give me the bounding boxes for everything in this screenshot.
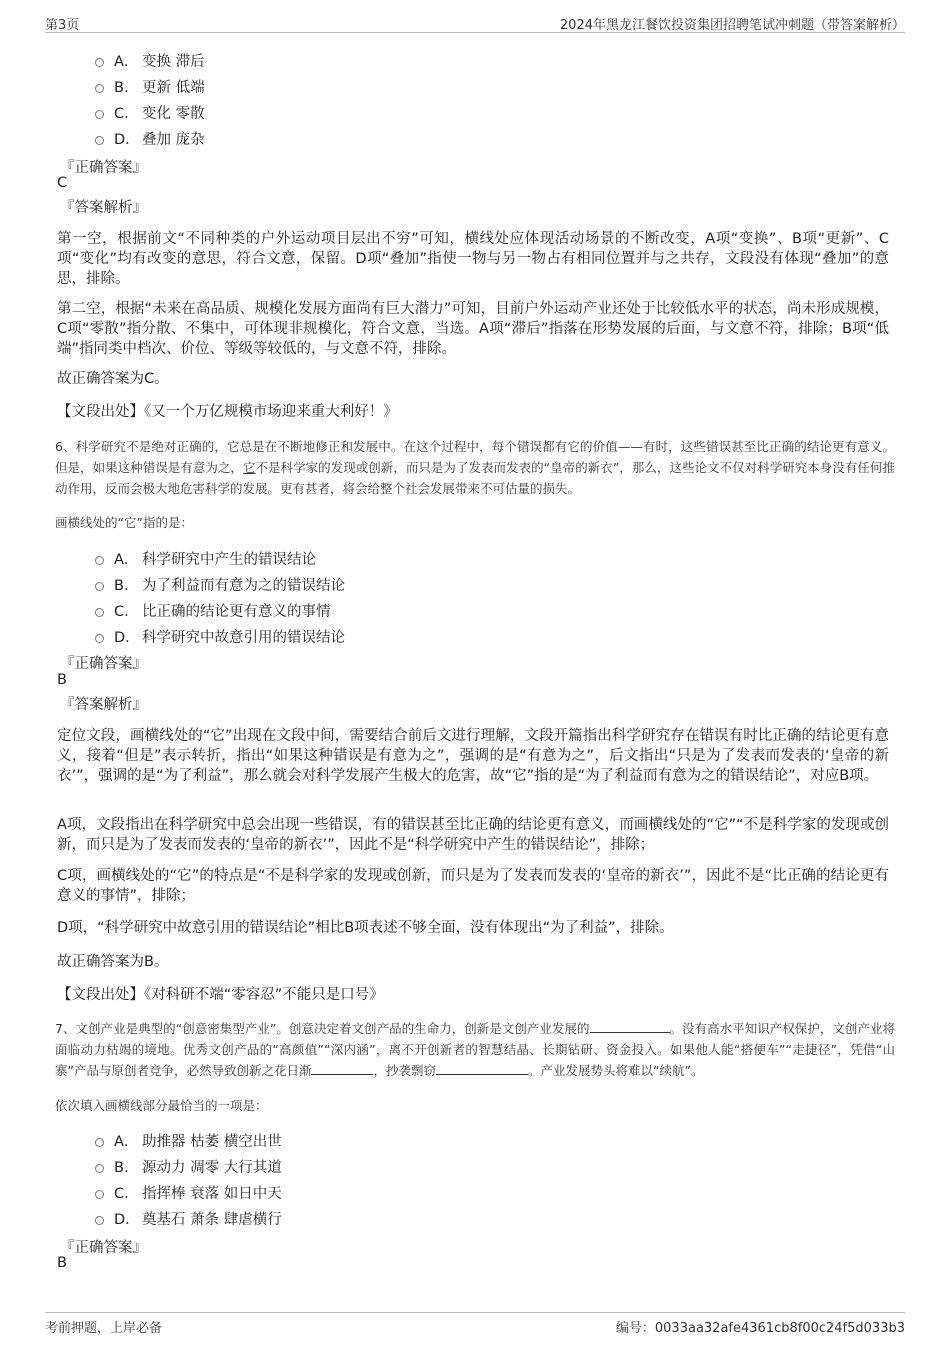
q5-analysis-p1: 第一空，根据前文“不同种类的户外运动项目层出不穷”可知，横线处应体现活动场景的不断改变，A项“变换”、B项“更新”、C项“变化”均有改变的意思，符合文意，保留。D项“叠加”指使一物与另一物占有相同位置并与之共存，文段没有体现“叠加”的意思，排除。 bbox=[57, 231, 889, 287]
q6-analysis-label: 『答案解析』 bbox=[60, 697, 147, 713]
q7-answer: B bbox=[57, 1255, 67, 1271]
radio-icon[interactable] bbox=[95, 556, 104, 565]
blank-2 bbox=[311, 1062, 373, 1075]
page-header bbox=[45, 12, 905, 33]
q7-option-b[interactable]: B． 源动力 凋零 大行其道 bbox=[95, 1156, 282, 1176]
radio-icon[interactable] bbox=[95, 634, 104, 643]
document-title: 2024年黑龙江餐饮投资集团招聘笔试冲刺题（带答案解析） bbox=[559, 18, 905, 33]
q6-analysis-p1: 定位文段，画横线处的“它”出现在文段中间，需要结合前后文进行理解，文段开篇指出科学研究存在错误有时比正确的结论更有意义，接着“但是”表示转折，指出“如果这种错误是有意为之”，强调的是“有意为之”，后文指出“只是为了发表而发表的‘皇帝的新衣’”，强调的是“为了利益”，那么就会对科学发展产生极大的危害，故“它”指的是“为了利益而有意为之的错误结论”，对应B项。 bbox=[57, 728, 889, 784]
q7-prompt: 依次填入画横线部分最恰当的一项是： bbox=[55, 1098, 268, 1113]
page-number: 第3页 bbox=[45, 18, 80, 33]
q6-stem: 6、科学研究不是绝对正确的，它总是在不断地修正和发展中。在这个过程中，每个错误都有它的价值——有时，这些错误甚至比正确的结论更有意义。但是，如果这种错误是有意为之，它不是科学家的发现或创新，而只是为了发表而发表的“皇帝的新衣”，那么，这些论文不仅对科学研究本身没有任何推动作用，反而会极大地危害科学的发展。更有甚者，将会给整个社会发展带来不可估量的损失。 bbox=[55, 439, 895, 496]
q5-option-c[interactable]: C． 变化 零散 bbox=[95, 102, 205, 122]
q6-analysis-p3: C项，画横线处的“它”的特点是“不是科学家的发现或创新，而只是为了发表而发表的‘皇帝的新衣’”，因此不是“比正确的结论更有意义的事情”，排除； bbox=[57, 868, 889, 904]
radio-icon[interactable] bbox=[95, 608, 104, 617]
radio-icon[interactable] bbox=[95, 58, 104, 67]
q6-analysis-p4: D项，“科学研究中故意引用的错误结论”相比B项表述不够全面，没有体现出“为了利益”，排除。 bbox=[57, 920, 674, 936]
q6-source: 【文段出处】《对科研不端“零容忍”不能只是口号》 bbox=[57, 987, 384, 1003]
q5-option-d[interactable]: D． 叠加 庞杂 bbox=[95, 128, 205, 148]
q6-prompt: 画横线处的“它”指的是： bbox=[55, 515, 193, 530]
q5-source: 【文段出处】《又一个万亿规模市场迎来重大利好！》 bbox=[57, 404, 398, 420]
document-code: 编号：0033aa32afe4361cb8f00c24f5d033b3 bbox=[615, 1321, 905, 1336]
underlined-word: 它 bbox=[242, 460, 256, 475]
q6-answer: B bbox=[57, 672, 67, 688]
q7-answer-label: 『正确答案』 bbox=[60, 1240, 147, 1256]
q7-option-c[interactable]: C． 指挥棒 衰落 如日中天 bbox=[95, 1182, 282, 1202]
q5-answer-label: 『正确答案』 bbox=[60, 160, 147, 176]
q6-conclusion: 故正确答案为B。 bbox=[57, 954, 169, 970]
radio-icon[interactable] bbox=[95, 1138, 104, 1147]
q6-option-b[interactable]: B． 为了利益而有意为之的错误结论 bbox=[95, 574, 345, 594]
q5-analysis-p2: 第二空，根据“未来在高品质、规模化发展方面尚有巨大潜力”可知，目前户外运动产业还处于比较低水平的状态，尚未形成规模，C项“零散”指分散、不集中，可体现非规模化，符合文意，当选。A项“滞后”指落在形势发展的后面，与文意不符，排除；B项“低端”指同类中档次、价位、等级等较低的，与文意不符，排除。 bbox=[57, 301, 889, 357]
q5-option-b[interactable]: B． 更新 低端 bbox=[95, 76, 205, 96]
q6-option-a[interactable]: A． 科学研究中产生的错误结论 bbox=[95, 548, 316, 568]
footer-motto: 考前押题，上岸必备 bbox=[45, 1321, 163, 1336]
radio-icon[interactable] bbox=[95, 582, 104, 591]
q6-option-d[interactable]: D． 科学研究中故意引用的错误结论 bbox=[95, 626, 345, 646]
q6-option-c[interactable]: C． 比正确的结论更有意义的事情 bbox=[95, 600, 331, 620]
q6-answer-label: 『正确答案』 bbox=[60, 656, 147, 672]
radio-icon[interactable] bbox=[95, 1164, 104, 1173]
q5-answer: C bbox=[57, 175, 68, 191]
q7-option-d[interactable]: D． 奠基石 萧条 肆虐横行 bbox=[95, 1208, 282, 1228]
page-footer bbox=[45, 1312, 905, 1339]
blank-3 bbox=[436, 1062, 528, 1075]
q7-option-a[interactable]: A． 助推器 枯萎 横空出世 bbox=[95, 1130, 282, 1150]
radio-icon[interactable] bbox=[95, 136, 104, 145]
blank-1 bbox=[590, 1020, 670, 1033]
q6-analysis-p2: A项，文段指出在科学研究中总会出现一些错误，有的错误甚至比正确的结论更有意义，而画横线处的“它”“不是科学家的发现或创新，而只是为了发表而发表的‘皇帝的新衣’”，因此不是“科学研究中产生的错误结论”，排除； bbox=[57, 817, 889, 853]
q5-analysis-label: 『答案解析』 bbox=[60, 200, 147, 216]
q7-stem: 7、文创产业是典型的“创意密集型产业”。创意决定着文创产品的生命力，创新是文创产业发展的 。没有高水平知识产权保护，文创产业将面临动力枯竭的境地。优秀文创产品的“高颜值”“深内涵”，离不开创新者的智慧结晶、长期钻研、资金投入。如果他人能“搭便车”“走捷径”，凭借“山寨”产品与原创者竞争，必然导致创新之花日渐 ，抄袭剽窃 。产业发展势头将难以“续航”。 bbox=[55, 1021, 895, 1078]
radio-icon[interactable] bbox=[95, 110, 104, 119]
q5-option-a[interactable]: A． 变换 滞后 bbox=[95, 50, 205, 70]
radio-icon[interactable] bbox=[95, 1216, 104, 1225]
radio-icon[interactable] bbox=[95, 1190, 104, 1199]
radio-icon[interactable] bbox=[95, 84, 104, 93]
q5-conclusion: 故正确答案为C。 bbox=[57, 371, 169, 387]
